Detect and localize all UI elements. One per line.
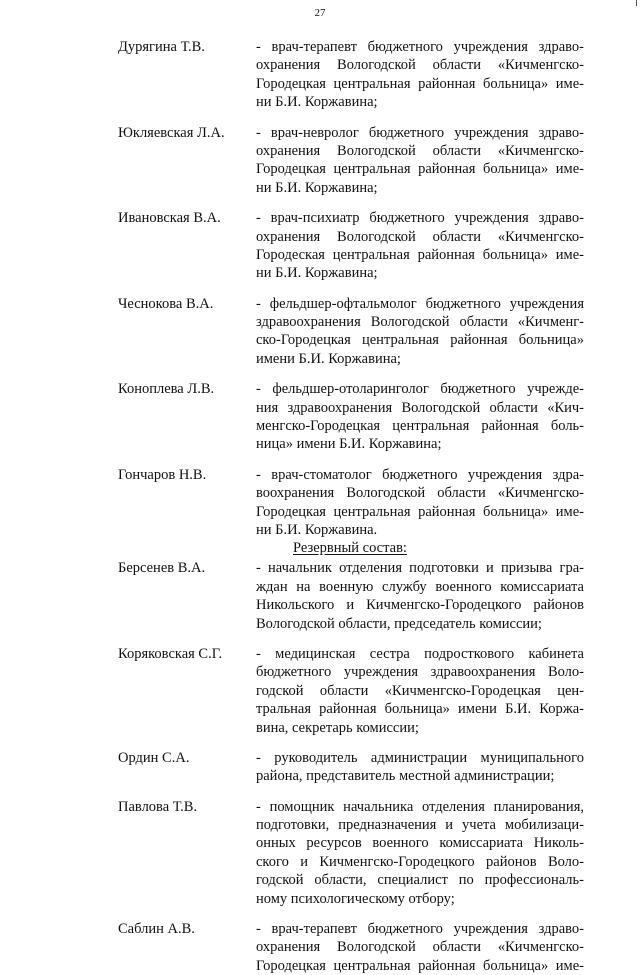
member-name: Юкляевская Л.А. xyxy=(118,124,225,141)
description-line: ждан на военную службу военного комиссариата xyxy=(256,578,584,595)
description-line: - помощник начальника отделения планирования, xyxy=(256,798,584,815)
description-line: Никольского и Кичменгско-Городецкого районов xyxy=(256,597,584,614)
description-line: онных ресурсов военного комиссариата Николь- xyxy=(256,835,584,852)
description-line: - фельдшер-офтальмолог бюджетного учреждения xyxy=(256,295,584,312)
member-entry xyxy=(118,209,584,283)
description-line: ни Б.И. Коржавина; xyxy=(256,94,378,111)
member-entry xyxy=(118,124,584,198)
member-entry xyxy=(118,466,584,540)
description-line: - врач-стоматолог бюджетного учреждения здра- xyxy=(256,466,584,483)
reserve-member-entry xyxy=(118,559,584,633)
description-line: - врач-терапевт бюджетного учреждения здраво- xyxy=(256,39,584,55)
description-line: вина, секретарь комиссии; xyxy=(256,719,419,736)
description-line: имени Б.И. Коржавина; xyxy=(256,350,401,367)
description-line: воохранения Вологодской области «Кичменгско- xyxy=(256,485,584,502)
member-name: Ордин С.А. xyxy=(118,749,190,766)
description-line: - врач-терапевт бюджетного учреждения здраво- xyxy=(256,921,584,938)
member-description xyxy=(256,749,584,786)
reserve-heading-text: Резервный состав: xyxy=(293,540,407,557)
member-entry xyxy=(118,38,584,112)
member-description xyxy=(256,645,584,737)
description-line: тральная районная больница» имени Б.И. Коржа- xyxy=(256,701,584,718)
description-line: Вологодской области, председатель комиссии; xyxy=(256,615,542,632)
member-description xyxy=(256,209,584,283)
description-line: - медицинская сестра подросткового кабинета xyxy=(256,645,584,662)
description-line: годской области «Кичменгско-Городецкая цен- xyxy=(256,682,584,699)
member-description xyxy=(256,124,584,198)
description-line: ско-Городецкая центральная районная больница» xyxy=(256,332,584,349)
description-line: ни Б.И. Коржавина; xyxy=(256,179,378,196)
member-name: Саблин А.В. xyxy=(118,921,195,938)
member-name: Гончаров Н.В. xyxy=(118,466,207,483)
description-line: охранения Вологодской области «Кичменгско- xyxy=(256,142,584,159)
page-number: 27 xyxy=(314,7,326,19)
member-description xyxy=(256,38,584,112)
description-line: охранения Вологодской области «Кичменгско- xyxy=(256,228,584,245)
description-line: ни Б.И. Коржавина; xyxy=(256,265,378,282)
reserve-member-entry xyxy=(118,645,584,737)
member-name: Павлова Т.В. xyxy=(118,798,198,815)
description-line: Городецкая центральная районная больница» име- xyxy=(256,503,584,520)
reserve-member-entry xyxy=(118,749,584,786)
description-line: ному психологическому отбору; xyxy=(256,890,455,907)
description-line: здравоохранения Вологодской области «Кичменг- xyxy=(256,314,584,331)
description-line: бюджетного учреждения здравоохранения Воло- xyxy=(256,664,584,681)
description-line: подготовки, предназначения и учета мобилизаци- xyxy=(256,817,584,834)
description-line: Городеская центральная районная больница» име- xyxy=(256,246,584,263)
reserve-member-entry xyxy=(118,798,584,908)
description-line: ния здравоохранения Вологодской области «Кич- xyxy=(256,399,584,416)
description-line: - фельдшер-отоларинголог бюджетного учрежде- xyxy=(256,381,584,398)
description-line: ского и Кичменгско-Городецкого районов Воло- xyxy=(256,853,584,870)
description-line: охранения Вологодской области «Кичменгско- xyxy=(256,57,584,74)
description-line: - врач-психиатр бюджетного учреждения здраво- xyxy=(256,210,584,227)
description-line: - руководитель администрации муниципального xyxy=(256,749,584,766)
description-line: - врач-невролог бюджетного учреждения здраво- xyxy=(256,124,584,141)
member-name: Коноплева Л.В. xyxy=(118,381,215,398)
member-name: Ивановская В.А. xyxy=(118,210,221,227)
commission-list xyxy=(118,38,584,975)
member-description xyxy=(256,380,584,454)
description-line: Городецкая центральная районная больница» име- xyxy=(256,75,584,92)
member-description xyxy=(256,466,584,540)
member-entry xyxy=(118,295,584,369)
reserve-heading xyxy=(118,539,584,559)
member-description xyxy=(256,559,584,633)
member-description xyxy=(256,798,584,908)
member-name: Коряковская С.Г. xyxy=(118,645,223,662)
member-name: Берсенев В.А. xyxy=(118,560,206,577)
description-line: менгско-Городецкая центральная районная боль- xyxy=(256,418,584,435)
member-description xyxy=(256,295,584,369)
member-description xyxy=(256,920,584,975)
description-line: района, представитель местной администрации; xyxy=(256,768,555,785)
description-line: ни Б.И. Коржавина. xyxy=(256,521,378,538)
description-line: - начальник отделения подготовки и призыва гра- xyxy=(256,560,584,577)
member-name: Чеснокова В.А. xyxy=(118,295,214,312)
description-line: Городецкая центральная районная больница» име- xyxy=(256,161,584,178)
description-line: ница» имени Б.И. Коржавина; xyxy=(256,436,442,453)
member-entry xyxy=(118,380,584,454)
description-line: Городецкая центральная районная больница» име- xyxy=(256,957,584,974)
description-line: годской области, специалист по профессиональ- xyxy=(256,872,584,889)
member-name: Дурягина Т.В. xyxy=(118,39,205,55)
reserve-member-entry xyxy=(118,920,584,975)
description-line: охранения Вологодской области «Кичменгско- xyxy=(256,939,584,956)
